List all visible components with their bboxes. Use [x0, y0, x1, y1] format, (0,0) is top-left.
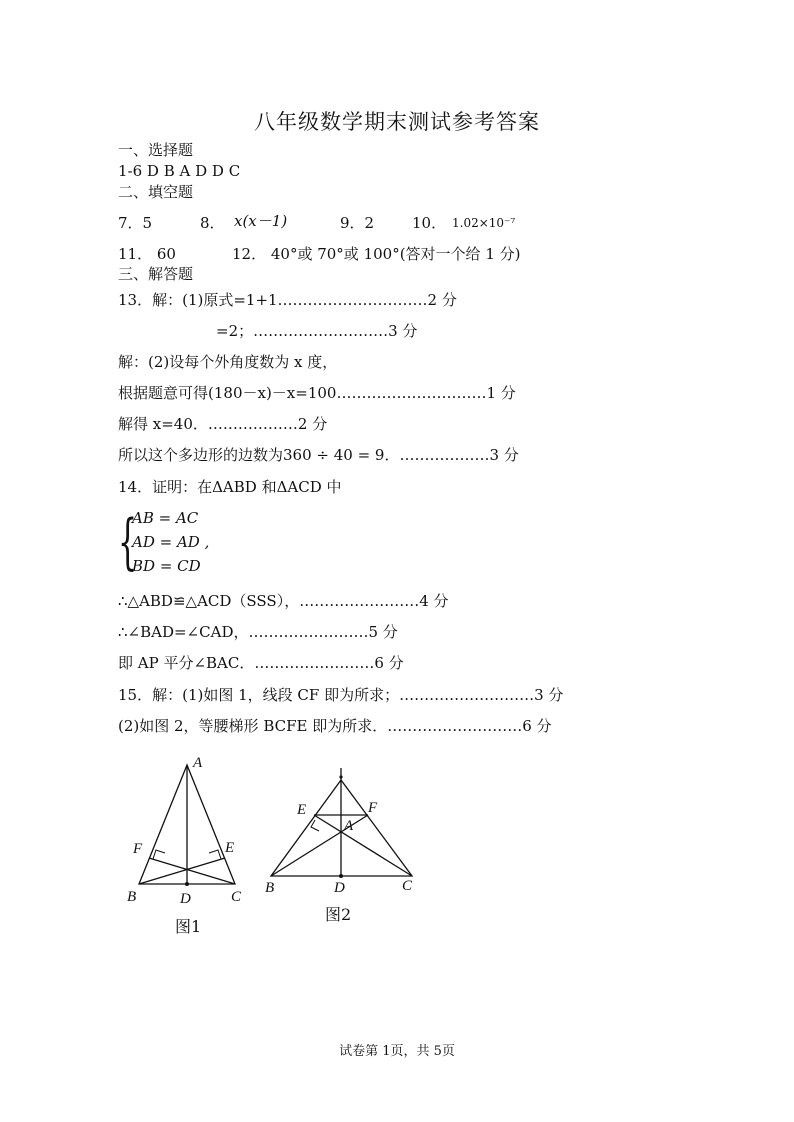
figure-2: [262, 760, 422, 910]
figure-1-caption: 图1: [175, 917, 202, 936]
answer-q7: 7．5: [118, 214, 153, 232]
solution-14-line3: ∴∠BAD=∠CAD，……………………5 分: [118, 623, 398, 641]
system-brace: {: [118, 507, 138, 577]
fig1-label-E: E: [225, 840, 235, 856]
fig1-right-angle-E: [209, 850, 221, 859]
solution-14-line2: ∴△ABD≌△ACD（SSS），……………………4 分: [118, 592, 449, 610]
fig2-label-C: C: [402, 878, 413, 894]
fig1-label-C: C: [231, 889, 242, 905]
solution-13-line5: 解得 x=40．………………2 分: [118, 415, 328, 433]
solution-14-line1: 14．证明：在ΔABD 和ΔACD 中: [118, 478, 342, 496]
solution-15-line1: 15．解：(1)如图 1，线段 CF 即为所求；………………………3 分: [118, 686, 564, 704]
section-heading-solve: 三、解答题: [118, 265, 194, 283]
solution-14-line4: 即 AP 平分∠BAC．……………………6 分: [118, 654, 404, 672]
solution-13-line1: 13．解：(1)原式=1+1…………………………2 分: [118, 291, 457, 309]
fig1-right-angle-F: [153, 850, 165, 859]
fig1-segment-BE: [139, 858, 225, 884]
solution-13-line6: 所以这个多边形的边数为360 ÷ 40 = 9．………………3 分: [118, 446, 519, 464]
fig2-label-A: A: [344, 818, 354, 834]
figure-1: [125, 755, 265, 905]
fig2-segment-CE: [314, 815, 412, 876]
solution-15-line2: (2)如图 2，等腰梯形 BCFE 即为所求．………………………6 分: [118, 717, 552, 735]
fig1-label-B: B: [127, 889, 137, 905]
answer-q10: 1.02×10⁻⁷: [452, 216, 516, 230]
fig2-segment-BF: [271, 815, 368, 876]
system-eq1: AB = AC: [132, 509, 199, 527]
fig1-label-A: A: [193, 755, 203, 771]
solution-13-line4: 根据题意可得(180－x)－x=100…………………………1 分: [118, 384, 516, 402]
answer-q9: 9．2: [340, 214, 375, 232]
fig2-label-E: E: [297, 802, 307, 818]
answer-q12: 12． 40°或 70°或 100°(答对一个给 1 分): [232, 245, 521, 263]
choice-answers: 1-6 D B A D D C: [118, 162, 241, 180]
answer-q8: x(x－1): [234, 212, 288, 230]
figure-2-caption: 图2: [325, 905, 352, 924]
fig2-label-B: B: [265, 880, 275, 896]
section-heading-choice: 一、选择题: [118, 141, 194, 159]
fig2-right-angle: [311, 820, 319, 831]
fig2-label-F: F: [368, 800, 378, 816]
system-eq2: AD = AD ,: [132, 533, 210, 551]
fig2-top-point: [339, 775, 342, 778]
solution-13-line3: 解：(2)设每个外角度数为 x 度，: [118, 353, 338, 371]
page-title: 八年级数学期末测试参考答案: [254, 110, 540, 134]
answer-q8-label: 8．: [200, 214, 225, 232]
fig2-point-D: [339, 874, 343, 878]
answer-q11: 11． 60: [118, 245, 176, 263]
solution-13-line2: =2；………………………3 分: [216, 322, 418, 340]
fig1-point-D: [185, 882, 189, 886]
fig1-segment-CF: [149, 858, 235, 884]
fig1-label-D: D: [180, 891, 191, 907]
fig1-label-F: F: [133, 841, 143, 857]
section-heading-fill: 二、填空题: [118, 183, 194, 201]
page-footer: 试卷第 1页，共 5页: [339, 1044, 455, 1059]
fig2-label-D: D: [334, 880, 345, 896]
system-eq3: BD = CD: [132, 557, 201, 575]
answer-q10-label: 10．: [412, 214, 447, 232]
